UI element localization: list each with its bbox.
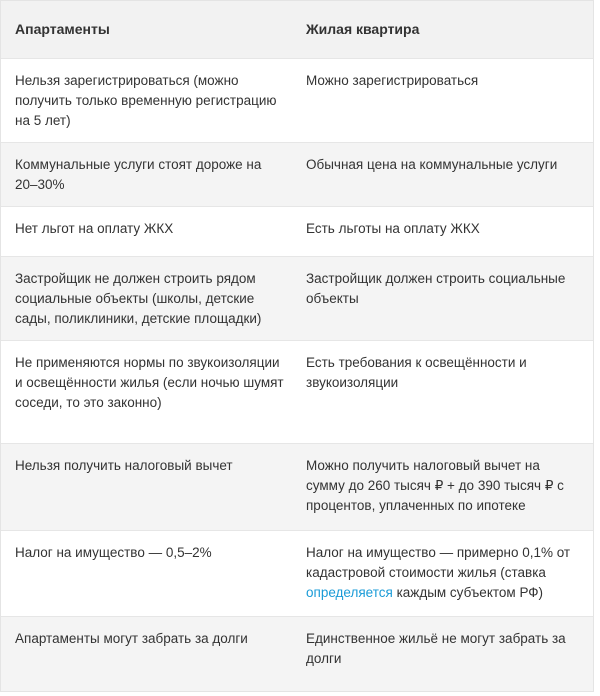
cell-flat <box>294 531 593 616</box>
cell-flat: Можно зарегистрироваться <box>306 73 479 88</box>
header-flat: Жилая квартира <box>306 21 420 37</box>
cell-flat: Единственное жильё не могут забрать за долги <box>306 631 566 666</box>
cell-apartments: Нет льгот на оплату ЖКХ <box>15 221 174 236</box>
cell-flat: Есть льготы на оплату ЖКХ <box>306 221 480 236</box>
table-header-row <box>1 1 593 59</box>
cell-apartments: Коммунальные услуги стоят дороже на 20–30% <box>15 157 262 192</box>
cell-apartments: Нельзя получить налоговый вычет <box>15 458 233 473</box>
cell-apartments: Налог на имущество — 0,5–2% <box>15 545 212 560</box>
table-row <box>1 531 593 617</box>
determined-link[interactable]: определяется <box>306 585 393 600</box>
cell-flat: Есть требования к освещённости и звукоизоляции <box>306 355 527 390</box>
table-row <box>1 444 593 531</box>
cell-apartments: Застройщик не должен строить рядом социальные объекты (школы, детские сады, поликлиники, детские площадки) <box>15 271 262 326</box>
table-row <box>1 617 593 691</box>
table-row <box>1 143 593 207</box>
table-row <box>1 207 593 257</box>
cell-apartments: Нельзя зарегистрироваться (можно получить только временную регистрацию на 5 лет) <box>15 73 277 128</box>
table-row <box>1 59 593 143</box>
cell-flat: Обычная цена на коммунальные услуги <box>306 157 558 172</box>
cell-flat: Можно получить налоговый вычет на сумму до 260 тысяч ₽ + до 390 тысяч ₽ с процентов, уплаченных по ипотеке <box>306 458 564 513</box>
table-row <box>1 341 593 444</box>
cell-flat-text-end: каждым субъектом РФ) <box>392 585 544 600</box>
cell-apartments: Апартаменты могут забрать за долги <box>15 631 248 646</box>
cell-apartments: Не применяются нормы по звукоизоляции и освещённости жилья (если ночью шумят соседи, то это законно) <box>15 355 284 410</box>
table-row <box>1 257 593 341</box>
cell-flat-text: Налог на имущество — примерно 0,1% от кадастровой стоимости жилья (ставка <box>306 545 571 580</box>
header-apartments: Апартаменты <box>15 21 110 37</box>
cell-flat: Застройщик должен строить социальные объекты <box>306 271 566 306</box>
